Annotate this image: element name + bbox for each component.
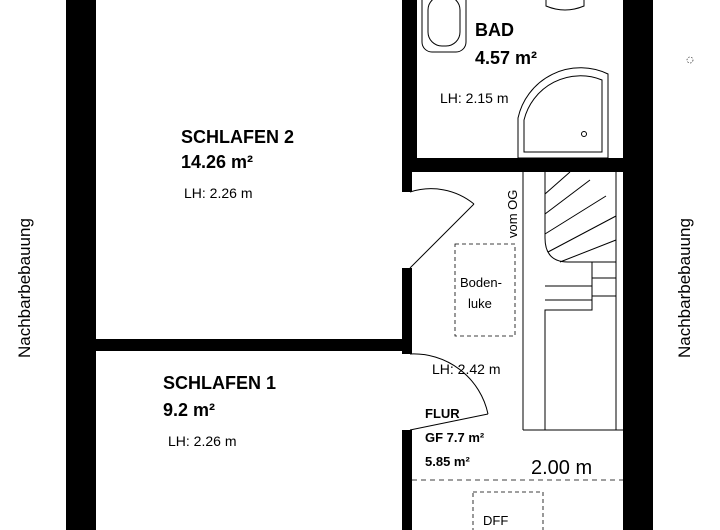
bath-fixtures: [422, 0, 608, 158]
sink-outline: [546, 0, 584, 10]
flur-name: FLUR: [425, 406, 460, 421]
neighbor-right-label: Nachbarbebauung: [675, 218, 694, 358]
dimension-label: 2.00 m: [531, 457, 593, 479]
schlafen2-lh: LH: 2.26 m: [184, 185, 253, 201]
flur-lh: LH: 2.42 m: [432, 361, 501, 377]
staircase: [523, 172, 623, 430]
bodenluke-outline: [455, 244, 515, 336]
neighbor-left-label: Nachbarbebauung: [15, 218, 34, 358]
flur-gf: GF 7.7 m²: [425, 430, 485, 445]
stair-direction-label: vom OG: [505, 189, 520, 238]
shower-drain: [582, 132, 587, 137]
wall-flur-left-1: [402, 172, 412, 192]
bathtub-inner: [428, 0, 460, 46]
wall-flur-left-3: [402, 430, 412, 530]
outer-wall-left: [66, 0, 96, 530]
bad-lh: LH: 2.15 m: [440, 90, 509, 106]
schlafen1-lh: LH: 2.26 m: [168, 433, 237, 449]
schlafen2-name: SCHLAFEN 2: [181, 127, 295, 147]
bad-area: 4.57 m²: [475, 48, 538, 68]
wall-schlafen2-bottom: [96, 339, 411, 351]
wall-bad-bottom: [402, 158, 623, 172]
dff-label: DFF: [483, 513, 509, 528]
schlafen1-area: 9.2 m²: [163, 400, 216, 420]
bodenluke-line1: Boden-: [460, 275, 502, 290]
flur-area: 5.85 m²: [425, 454, 470, 469]
door-leaf-schlafen2: [410, 204, 474, 268]
outlet-marker: [687, 57, 693, 63]
schlafen2-area: 14.26 m²: [181, 152, 254, 172]
door-swing-schlafen2: [410, 189, 474, 204]
stair-stringer-inner: [545, 172, 592, 430]
wall-flur-left-2: [402, 268, 412, 354]
shower-tray: [518, 68, 608, 158]
wall-bad-left: [402, 0, 417, 172]
shower-curve: [524, 76, 602, 152]
bodenluke-line2: luke: [468, 296, 492, 311]
bad-name: BAD: [475, 20, 514, 40]
walls: [66, 0, 653, 530]
schlafen1-name: SCHLAFEN 1: [163, 373, 277, 393]
outer-wall-right: [623, 0, 653, 530]
